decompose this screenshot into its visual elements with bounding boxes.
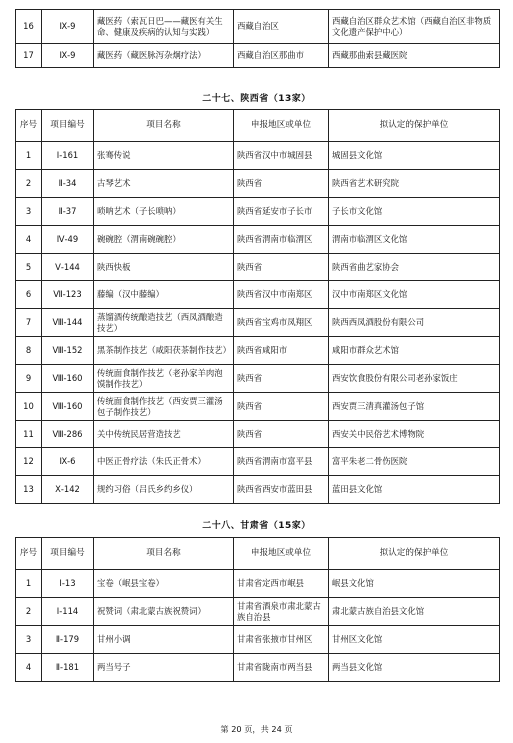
cell-unit: 两当县文化馆 <box>329 654 500 682</box>
cell-name: 古琴艺术 <box>94 170 234 198</box>
cell-region: 陕西省 <box>234 170 329 198</box>
cell-unit: 西安饮食股份有限公司老孙家饭庄 <box>329 365 500 393</box>
table-row <box>16 365 500 393</box>
header-no: 序号 <box>16 110 42 142</box>
cell-name: 碗碗腔（渭南碗碗腔） <box>94 226 234 254</box>
header-name: 项目名称 <box>94 538 234 570</box>
cell-unit: 陕西省艺术研究院 <box>329 170 500 198</box>
header-code: 项目编号 <box>42 110 94 142</box>
cell-no: 2 <box>16 170 42 198</box>
cell-unit: 甘州区文化馆 <box>329 626 500 654</box>
table-row <box>16 393 500 421</box>
cell-name: 祝赞词（肃北蒙古族祝赞词） <box>94 598 234 626</box>
table-header-row <box>16 110 500 142</box>
cell-code: Ⅷ-286 <box>42 421 94 448</box>
cell-unit: 西藏那曲索县藏医院 <box>329 44 500 68</box>
cell-no: 7 <box>16 309 42 337</box>
table-row <box>16 570 500 598</box>
cell-region: 陕西省渭南市富平县 <box>234 448 329 476</box>
cell-no: 3 <box>16 198 42 226</box>
cell-code: Ⅸ-9 <box>42 10 94 44</box>
cell-code: Ⅴ-144 <box>42 254 94 281</box>
gansu-table <box>15 537 500 682</box>
cell-no: 13 <box>16 476 42 504</box>
cell-name: 蒸馏酒传统酿造技艺（西凤酒酿造技艺） <box>94 309 234 337</box>
cell-no: 16 <box>16 10 42 44</box>
cell-region: 西藏自治区那曲市 <box>234 44 329 68</box>
cell-unit: 西藏自治区群众艺术馆（西藏自治区非物质文化遗产保护中心） <box>329 10 500 44</box>
cell-unit: 子长市文化馆 <box>329 198 500 226</box>
cell-name: 传统面食制作技艺（西安贾三灌汤包子制作技艺） <box>94 393 234 421</box>
cell-name: 黑茶制作技艺（咸阳茯茶制作技艺） <box>94 337 234 365</box>
shaanxi-table <box>15 109 500 504</box>
cell-code: Ⅱ-179 <box>42 626 94 654</box>
cell-name: 藏医药（藏医脉泻杂炯疗法） <box>94 44 234 68</box>
cell-unit: 西安关中民俗艺术博物院 <box>329 421 500 448</box>
cell-region: 甘肃省陇南市两当县 <box>234 654 329 682</box>
header-region: 申报地区或单位 <box>234 538 329 570</box>
cell-code: Ⅱ-181 <box>42 654 94 682</box>
cell-code: Ⅷ-160 <box>42 365 94 393</box>
cell-no: 6 <box>16 281 42 309</box>
cell-region: 陕西省渭南市临渭区 <box>234 226 329 254</box>
cell-no: 4 <box>16 654 42 682</box>
cell-region: 陕西省延安市子长市 <box>234 198 329 226</box>
cell-no: 11 <box>16 421 42 448</box>
cell-region: 陕西省汉中市城固县 <box>234 142 329 170</box>
cell-code: Ⅷ-144 <box>42 309 94 337</box>
table-row <box>16 598 500 626</box>
cell-code: Ⅱ-37 <box>42 198 94 226</box>
cell-region: 陕西省 <box>234 365 329 393</box>
table-row <box>16 476 500 504</box>
cell-no: 3 <box>16 626 42 654</box>
header-code: 项目编号 <box>42 538 94 570</box>
section-title-gansu: 二十八、甘肃省（15家） <box>202 521 311 531</box>
header-name: 项目名称 <box>94 110 234 142</box>
table-row <box>16 654 500 682</box>
cell-no: 1 <box>16 570 42 598</box>
cell-unit: 城固县文化馆 <box>329 142 500 170</box>
cell-region: 陕西省咸阳市 <box>234 337 329 365</box>
cell-unit: 汉中市南郑区文化馆 <box>329 281 500 309</box>
cell-code: Ⅸ-9 <box>42 44 94 68</box>
table-row <box>16 170 500 198</box>
table-row <box>16 281 500 309</box>
cell-name: 藤编（汉中藤编） <box>94 281 234 309</box>
cell-name: 传统面食制作技艺（老孙家羊肉泡馍制作技艺） <box>94 365 234 393</box>
table-row <box>16 44 500 68</box>
cell-region: 陕西省 <box>234 421 329 448</box>
cell-code: Ⅸ-6 <box>42 448 94 476</box>
cell-code: Ⅷ-152 <box>42 337 94 365</box>
table-row <box>16 337 500 365</box>
cell-no: 5 <box>16 254 42 281</box>
cell-name: 关中传统民居营造技艺 <box>94 421 234 448</box>
cell-no: 2 <box>16 598 42 626</box>
cell-no: 10 <box>16 393 42 421</box>
cell-region: 甘肃省张掖市甘州区 <box>234 626 329 654</box>
cell-unit: 肃北蒙古族自治县文化馆 <box>329 598 500 626</box>
table-row <box>16 226 500 254</box>
cell-no: 4 <box>16 226 42 254</box>
cell-unit: 西安贾三清真灌汤包子馆 <box>329 393 500 421</box>
cell-region: 陕西省西安市蓝田县 <box>234 476 329 504</box>
cell-code: Ⅰ-114 <box>42 598 94 626</box>
header-region: 申报地区或单位 <box>234 110 329 142</box>
cell-code: Ⅰ-161 <box>42 142 94 170</box>
cell-code: Ⅰ-13 <box>42 570 94 598</box>
table-row <box>16 142 500 170</box>
cell-region: 陕西省汉中市南郑区 <box>234 281 329 309</box>
header-no: 序号 <box>16 538 42 570</box>
cell-unit: 渭南市临渭区文化馆 <box>329 226 500 254</box>
cell-region: 陕西省宝鸡市凤翔区 <box>234 309 329 337</box>
cell-code: Ⅶ-123 <box>42 281 94 309</box>
table-row <box>16 448 500 476</box>
cell-no: 1 <box>16 142 42 170</box>
cell-name: 张骞传说 <box>94 142 234 170</box>
tibet-continuation-table <box>15 9 500 68</box>
cell-no: 12 <box>16 448 42 476</box>
cell-no: 9 <box>16 365 42 393</box>
cell-unit: 蓝田县文化馆 <box>329 476 500 504</box>
cell-code: Ⅱ-34 <box>42 170 94 198</box>
cell-region: 陕西省 <box>234 393 329 421</box>
section-title-shaanxi: 二十七、陕西省（13家） <box>202 94 311 104</box>
cell-code: Ⅳ-49 <box>42 226 94 254</box>
cell-unit: 岷县文化馆 <box>329 570 500 598</box>
cell-code: Ⅷ-160 <box>42 393 94 421</box>
header-unit: 拟认定的保护单位 <box>329 538 500 570</box>
cell-code: Ⅹ-142 <box>42 476 94 504</box>
cell-region: 陕西省 <box>234 254 329 281</box>
cell-unit: 咸阳市群众艺术馆 <box>329 337 500 365</box>
cell-region: 甘肃省酒泉市肃北蒙古族自治县 <box>234 598 329 626</box>
cell-name: 中医正骨疗法（朱氏正骨术） <box>94 448 234 476</box>
page-footer: 第 20 页，共 24 页 <box>220 724 293 734</box>
cell-region: 西藏自治区 <box>234 10 329 44</box>
cell-name: 唢呐艺术（子长唢呐） <box>94 198 234 226</box>
cell-name: 规约习俗（吕氏乡约乡仪） <box>94 476 234 504</box>
header-unit: 拟认定的保护单位 <box>329 110 500 142</box>
table-row <box>16 10 500 44</box>
cell-no: 17 <box>16 44 42 68</box>
cell-unit: 陕西省曲艺家协会 <box>329 254 500 281</box>
cell-name: 陕西快板 <box>94 254 234 281</box>
table-header-row <box>16 538 500 570</box>
cell-name: 甘州小调 <box>94 626 234 654</box>
table-row <box>16 309 500 337</box>
cell-unit: 陕西西凤酒股份有限公司 <box>329 309 500 337</box>
cell-region: 甘肃省定西市岷县 <box>234 570 329 598</box>
cell-name: 宝卷（岷县宝卷） <box>94 570 234 598</box>
table-row <box>16 626 500 654</box>
table-row <box>16 254 500 281</box>
table-row <box>16 421 500 448</box>
cell-name: 两当号子 <box>94 654 234 682</box>
cell-name: 藏医药（索瓦日巴——藏医有关生命、健康及疾病的认知与实践） <box>94 10 234 44</box>
table-row <box>16 198 500 226</box>
cell-unit: 富平朱老二骨伤医院 <box>329 448 500 476</box>
cell-no: 8 <box>16 337 42 365</box>
